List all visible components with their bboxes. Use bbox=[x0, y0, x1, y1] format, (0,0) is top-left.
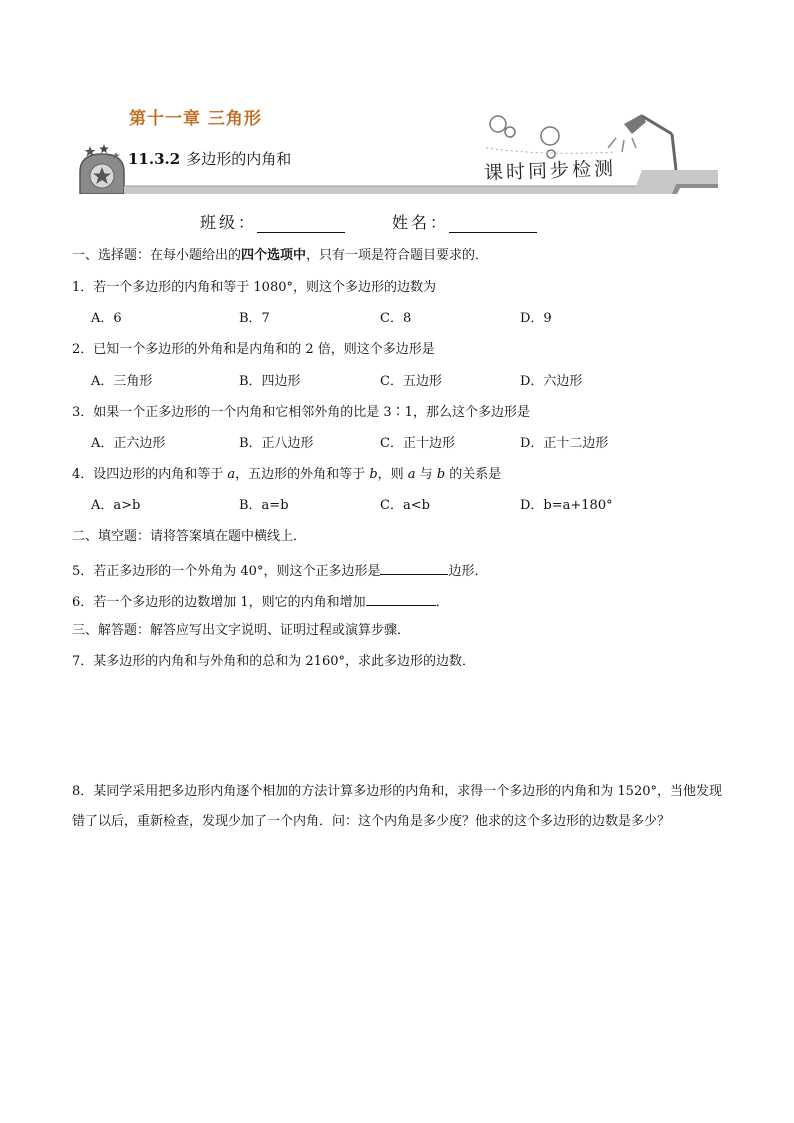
part1-heading bbox=[72, 247, 488, 265]
q4-stem-b: ，五边形的外角和等于 bbox=[235, 467, 370, 482]
q3-option-b[interactable]: B．正八边形 bbox=[239, 436, 314, 451]
class-label: 班级： bbox=[200, 213, 258, 232]
part2-heading: 二、填空题：请将答案填在题中横线上． bbox=[72, 529, 307, 544]
q2-option-b[interactable]: B．四边形 bbox=[239, 374, 301, 389]
class-blank[interactable] bbox=[257, 214, 345, 233]
banner-label: 课时同步检测 bbox=[483, 157, 617, 185]
q4-stem-a: 4．设四边形的内角和等于 bbox=[72, 467, 228, 482]
name-label: 姓名： bbox=[392, 213, 450, 232]
section-number: 11.3.2 bbox=[128, 150, 181, 168]
q4-var-a: a bbox=[227, 467, 236, 482]
part1-heading-a: 一、选择题：在每小题给出的 bbox=[72, 248, 242, 263]
q4-stem-d: 与 bbox=[415, 467, 437, 482]
name-field bbox=[392, 210, 537, 233]
q4-option-d[interactable]: D．b=a+180° bbox=[520, 498, 613, 513]
part1-heading-b: 四个选项中 bbox=[241, 248, 307, 263]
section-title bbox=[128, 148, 291, 169]
q3-option-a[interactable]: A．正六边形 bbox=[91, 436, 166, 451]
q1-option-c[interactable]: C．8 bbox=[380, 311, 412, 326]
q4-var-a2: a bbox=[407, 467, 416, 482]
q5-answer-blank[interactable] bbox=[380, 560, 448, 575]
bubble-icons bbox=[490, 116, 559, 158]
q6-answer-blank[interactable] bbox=[366, 591, 436, 606]
q1-option-a[interactable]: A．6 bbox=[91, 311, 122, 326]
q2-stem: 2．已知一个多边形的外角和是内角和的 2 倍，则这个多边形是 bbox=[72, 342, 435, 357]
q4-stem bbox=[72, 466, 501, 484]
q4-stem-e: 的关系是 bbox=[445, 467, 502, 482]
q6 bbox=[72, 591, 449, 612]
q8-text: 8．某同学采用把多边形内角逐个相加的方法计算多边形的内角和，求得一个多边形的内角和为 1520°，当他发现错了以后，重新检查，发现少加了一个内角．问：这个内角是多少度？他求的这个多边形的边数是多少？ bbox=[72, 784, 722, 829]
q2-option-a[interactable]: A．三角形 bbox=[91, 374, 153, 389]
q4-stem-c: ，则 bbox=[377, 467, 408, 482]
q4-var-b2: b bbox=[436, 467, 446, 482]
part3-heading: 三、解答题：解答应写出文字说明、证明过程或演算步骤． bbox=[72, 623, 411, 638]
q3-stem: 3．如果一个正多边形的一个内角和它相邻外角的比是 3∶1，那么这个多边形是 bbox=[72, 405, 530, 420]
q5-before: 5．若正多边形的一个外角为 40°，则这个正多边形是 bbox=[72, 564, 381, 579]
q4-option-a[interactable]: A．a>b bbox=[91, 498, 141, 513]
q5 bbox=[72, 560, 487, 581]
desk-lamp-icon bbox=[608, 114, 676, 170]
part1-heading-c: ，只有一项是符合题目要求的． bbox=[306, 248, 489, 263]
q4-option-c[interactable]: C．a<b bbox=[380, 498, 430, 513]
q7-text: 7．某多边形的内角和与外角和的总和为 2160°，求此多边形的边数． bbox=[72, 654, 475, 669]
q6-after: ． bbox=[435, 595, 449, 610]
section-name: 多边形的内角和 bbox=[186, 150, 292, 168]
q4-var-b: b bbox=[369, 467, 378, 482]
q1-option-b[interactable]: B．7 bbox=[239, 311, 270, 326]
q6-before: 6．若一个多边形的边数增加 1，则它的内角和增加 bbox=[72, 595, 366, 610]
q3-option-d[interactable]: D．正十二边形 bbox=[520, 436, 609, 451]
class-field bbox=[200, 210, 345, 233]
q4-option-b[interactable]: B．a=b bbox=[239, 498, 289, 513]
q5-after: 边形． bbox=[448, 564, 488, 579]
q1-option-d[interactable]: D．9 bbox=[520, 311, 552, 326]
star-badge-icon bbox=[80, 144, 124, 194]
name-blank[interactable] bbox=[449, 214, 537, 233]
q2-option-c[interactable]: C．五边形 bbox=[380, 374, 442, 389]
q1-stem: 1．若一个多边形的内角和等于 1080°，则这个多边形的边数为 bbox=[72, 280, 436, 295]
chapter-title: 第十一章 三角形 bbox=[129, 109, 262, 129]
q3-option-c[interactable]: C．正十边形 bbox=[380, 436, 455, 451]
q2-option-d[interactable]: D．六边形 bbox=[520, 374, 583, 389]
